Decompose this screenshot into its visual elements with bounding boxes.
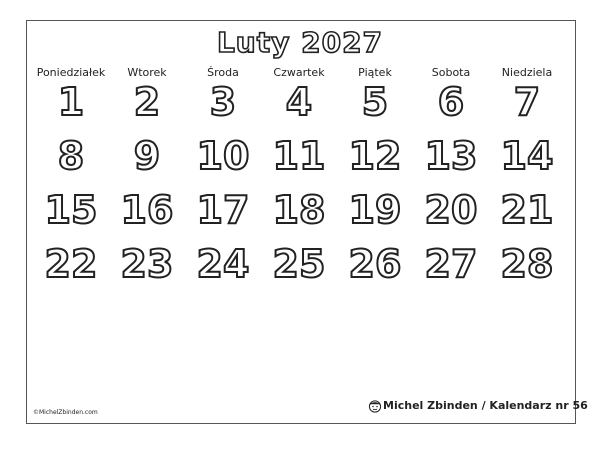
weekday-saturday: Sobota xyxy=(431,66,471,79)
day-cell: 21 xyxy=(500,188,554,232)
day-cell: 20 xyxy=(424,188,478,232)
day-cell: 23 xyxy=(120,242,174,286)
weekday-friday: Piątek xyxy=(358,66,392,79)
day-cell: 6 xyxy=(437,80,465,124)
day-cell: 28 xyxy=(500,242,554,286)
day-cell: 5 xyxy=(361,80,389,124)
day-cell: 15 xyxy=(44,188,98,232)
day-cell: 14 xyxy=(500,134,554,178)
day-cell: 26 xyxy=(348,242,402,286)
weekday-sunday: Niedziela xyxy=(501,66,553,79)
author-credit: Michel Zbinden / Kalendarz nr 56 xyxy=(383,399,588,412)
day-cell: 12 xyxy=(348,134,402,178)
day-cell: 2 xyxy=(133,80,161,124)
day-cell: 16 xyxy=(120,188,174,232)
weekday-tuesday: Wtorek xyxy=(127,66,167,79)
day-cell: 11 xyxy=(272,134,326,178)
day-cell: 4 xyxy=(285,80,313,124)
day-cell: 3 xyxy=(209,80,237,124)
author-face-icon xyxy=(368,399,382,413)
day-cell: 24 xyxy=(196,242,250,286)
day-cell: 25 xyxy=(272,242,326,286)
day-cell: 1 xyxy=(57,80,85,124)
site-copyright: ©MichelZbinden.com xyxy=(33,409,98,416)
day-cell: 7 xyxy=(513,80,541,124)
day-cell: 22 xyxy=(44,242,98,286)
day-cell: 19 xyxy=(348,188,402,232)
day-cell: 27 xyxy=(424,242,478,286)
day-cell: 17 xyxy=(196,188,250,232)
weekday-wednesday: Środa xyxy=(207,66,239,79)
calendar-title: Luty 2027 xyxy=(216,26,384,59)
weekday-thursday: Czwartek xyxy=(273,66,325,79)
day-cell: 9 xyxy=(133,134,161,178)
weekday-monday: Poniedziałek xyxy=(36,66,106,79)
day-cell: 13 xyxy=(424,134,478,178)
day-cell: 8 xyxy=(57,134,85,178)
day-cell: 18 xyxy=(272,188,326,232)
day-cell: 10 xyxy=(196,134,250,178)
